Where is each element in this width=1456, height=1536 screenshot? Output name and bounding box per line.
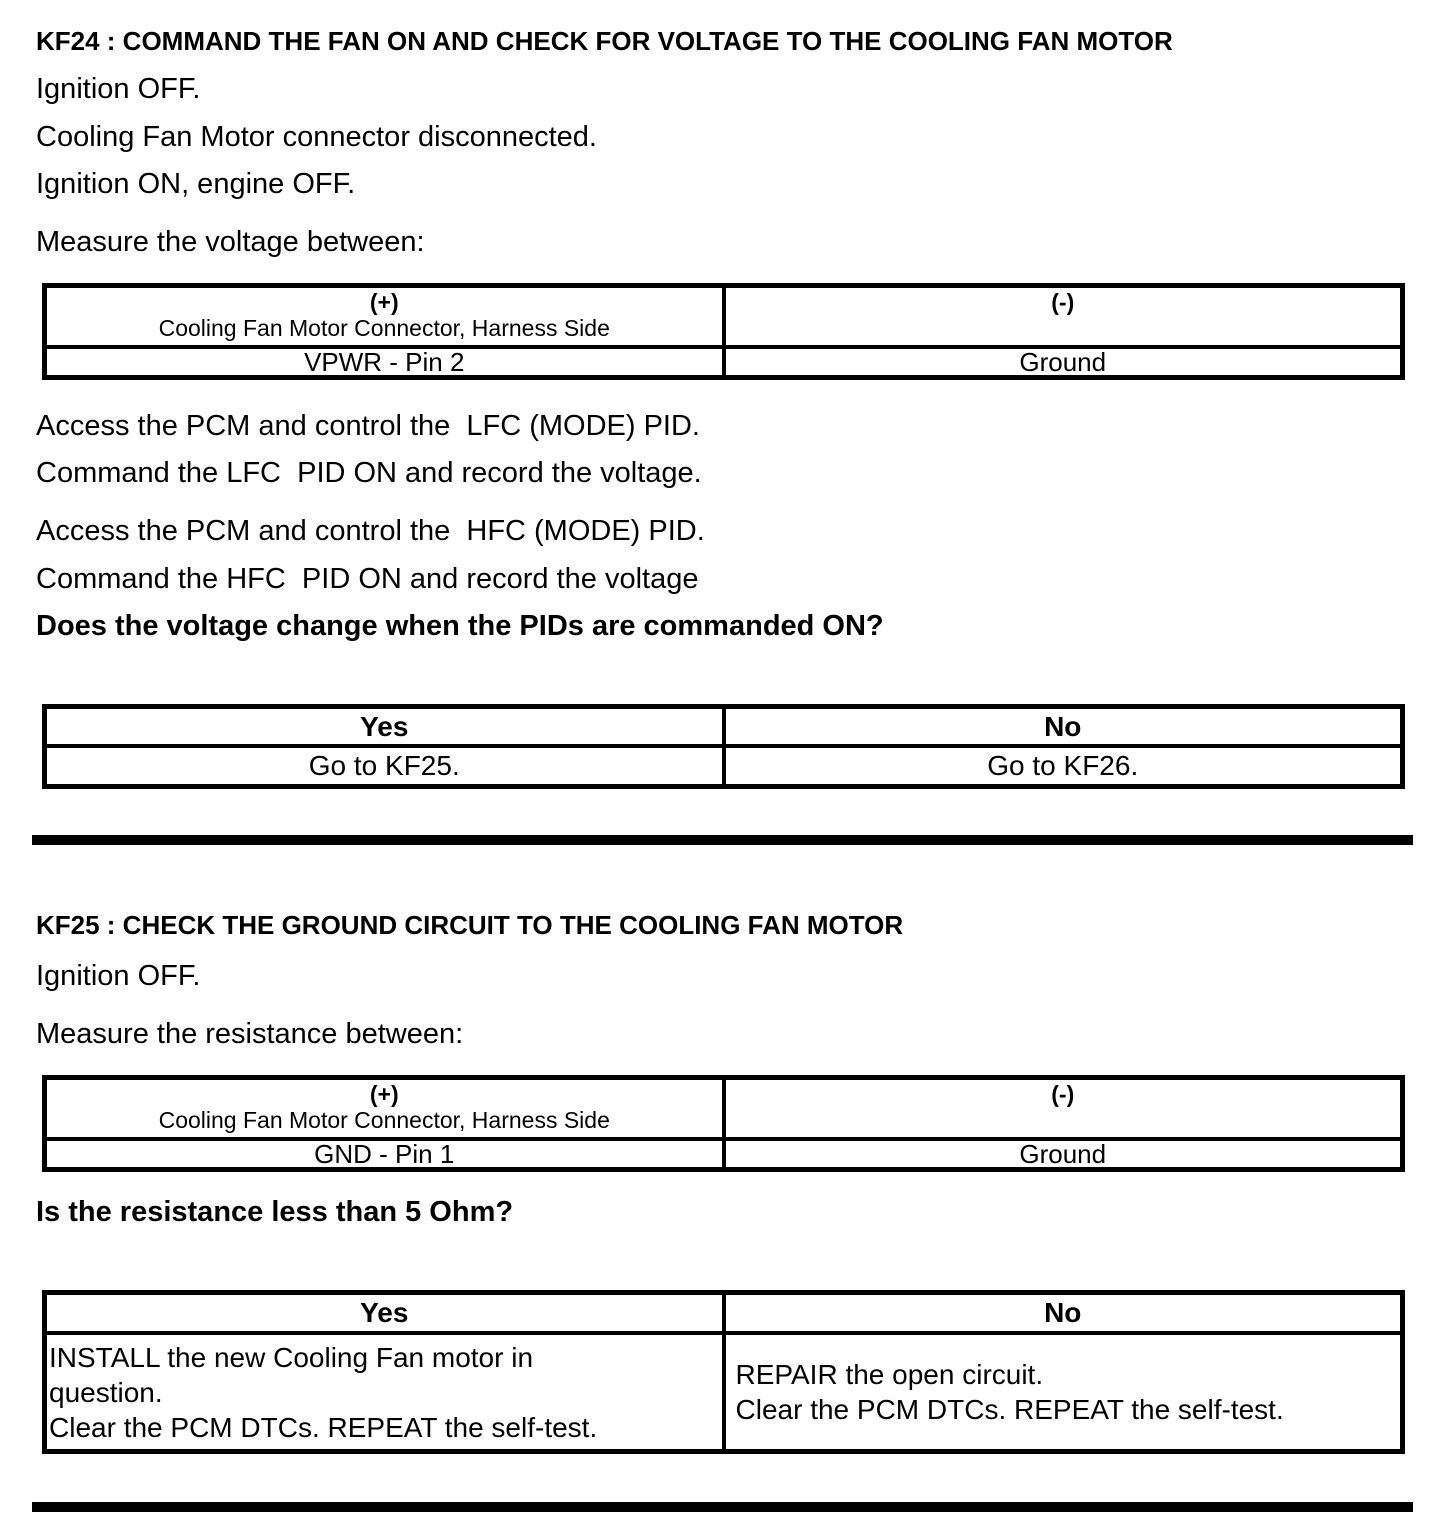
decision-header-row <box>45 707 1403 747</box>
minus-symbol: (-) <box>1051 289 1075 315</box>
section-kf25 <box>0 910 1456 1454</box>
yes-action-line: INSTALL the new Cooling Fan motor in <box>49 1341 534 1373</box>
step-text: Cooling Fan Motor connector disconnected. <box>36 121 597 153</box>
section-kf24 <box>0 26 1456 789</box>
decision-question: Does the voltage change when the PIDs are commanded ON? <box>36 610 884 642</box>
step-text: Measure the resistance between: <box>36 1018 464 1050</box>
no-action-line: REPAIR the open circuit. <box>735 1359 1044 1390</box>
measurement-value-row <box>45 347 1403 378</box>
no-header-cell: No <box>724 1293 1403 1334</box>
section-divider-rule <box>32 835 1413 845</box>
plus-symbol: (+) <box>369 289 399 315</box>
measurement-table-kf24 <box>42 283 1405 380</box>
step-text: Ignition OFF. <box>36 960 201 992</box>
no-action-cell: Go to KF26. <box>724 746 1403 787</box>
step-text: Ignition ON, engine OFF. <box>36 168 356 200</box>
yes-action-line: Clear the PCM DTCs. REPEAT the self-test. <box>49 1411 598 1443</box>
decision-question: Is the resistance less than 5 Ohm? <box>36 1196 514 1228</box>
step-text: Ignition OFF. <box>36 73 201 105</box>
minus-value-cell: Ground <box>724 1139 1403 1170</box>
measurement-value-row <box>45 1139 1403 1170</box>
decision-table-kf24 <box>42 704 1405 789</box>
no-header-cell: No <box>724 707 1403 747</box>
decision-action-row <box>45 746 1403 787</box>
step-text: Command the HFC PID ON and record the voltage <box>36 563 699 595</box>
minus-value-cell: Ground <box>724 347 1403 378</box>
yes-action-cell: Go to KF25. <box>45 746 724 787</box>
plus-value-cell: GND - Pin 1 <box>45 1139 724 1170</box>
page-end-rule <box>32 1502 1413 1512</box>
plus-header-label: Cooling Fan Motor Connector, Harness Side <box>158 1107 610 1133</box>
decision-action-row <box>45 1333 1403 1452</box>
yes-action-cell <box>45 1333 724 1452</box>
section-heading-kf24: KF24 : COMMAND THE FAN ON AND CHECK FOR VOLTAGE TO THE COOLING FAN MOTOR <box>36 26 1173 56</box>
step-text: Access the PCM and control the HFC (MODE) PID. <box>36 515 705 547</box>
measurement-table-kf25 <box>42 1075 1405 1172</box>
yes-header-cell: Yes <box>45 707 724 747</box>
plus-header-cell <box>45 286 724 348</box>
plus-header-label: Cooling Fan Motor Connector, Harness Side <box>158 315 610 341</box>
step-text: Access the PCM and control the LFC (MODE) PID. <box>36 410 700 442</box>
minus-header-cell <box>724 1078 1403 1140</box>
measurement-header-row <box>45 1078 1403 1140</box>
no-action-cell <box>724 1333 1403 1452</box>
minus-header-cell <box>724 286 1403 348</box>
yes-header-cell: Yes <box>45 1293 724 1334</box>
decision-header-row <box>45 1293 1403 1334</box>
yes-action-line: question. <box>49 1376 163 1408</box>
section-heading-kf25: KF25 : CHECK THE GROUND CIRCUIT TO THE COOLING FAN MOTOR <box>36 910 904 940</box>
decision-table-kf25 <box>42 1290 1405 1454</box>
step-text: Command the LFC PID ON and record the voltage. <box>36 457 702 489</box>
plus-header-cell <box>45 1078 724 1140</box>
minus-symbol: (-) <box>1051 1081 1075 1107</box>
measurement-header-row <box>45 286 1403 348</box>
no-action-line: Clear the PCM DTCs. REPEAT the self-test. <box>735 1394 1284 1425</box>
plus-value-cell: VPWR - Pin 2 <box>45 347 724 378</box>
plus-symbol: (+) <box>369 1081 399 1107</box>
step-text: Measure the voltage between: <box>36 226 425 258</box>
